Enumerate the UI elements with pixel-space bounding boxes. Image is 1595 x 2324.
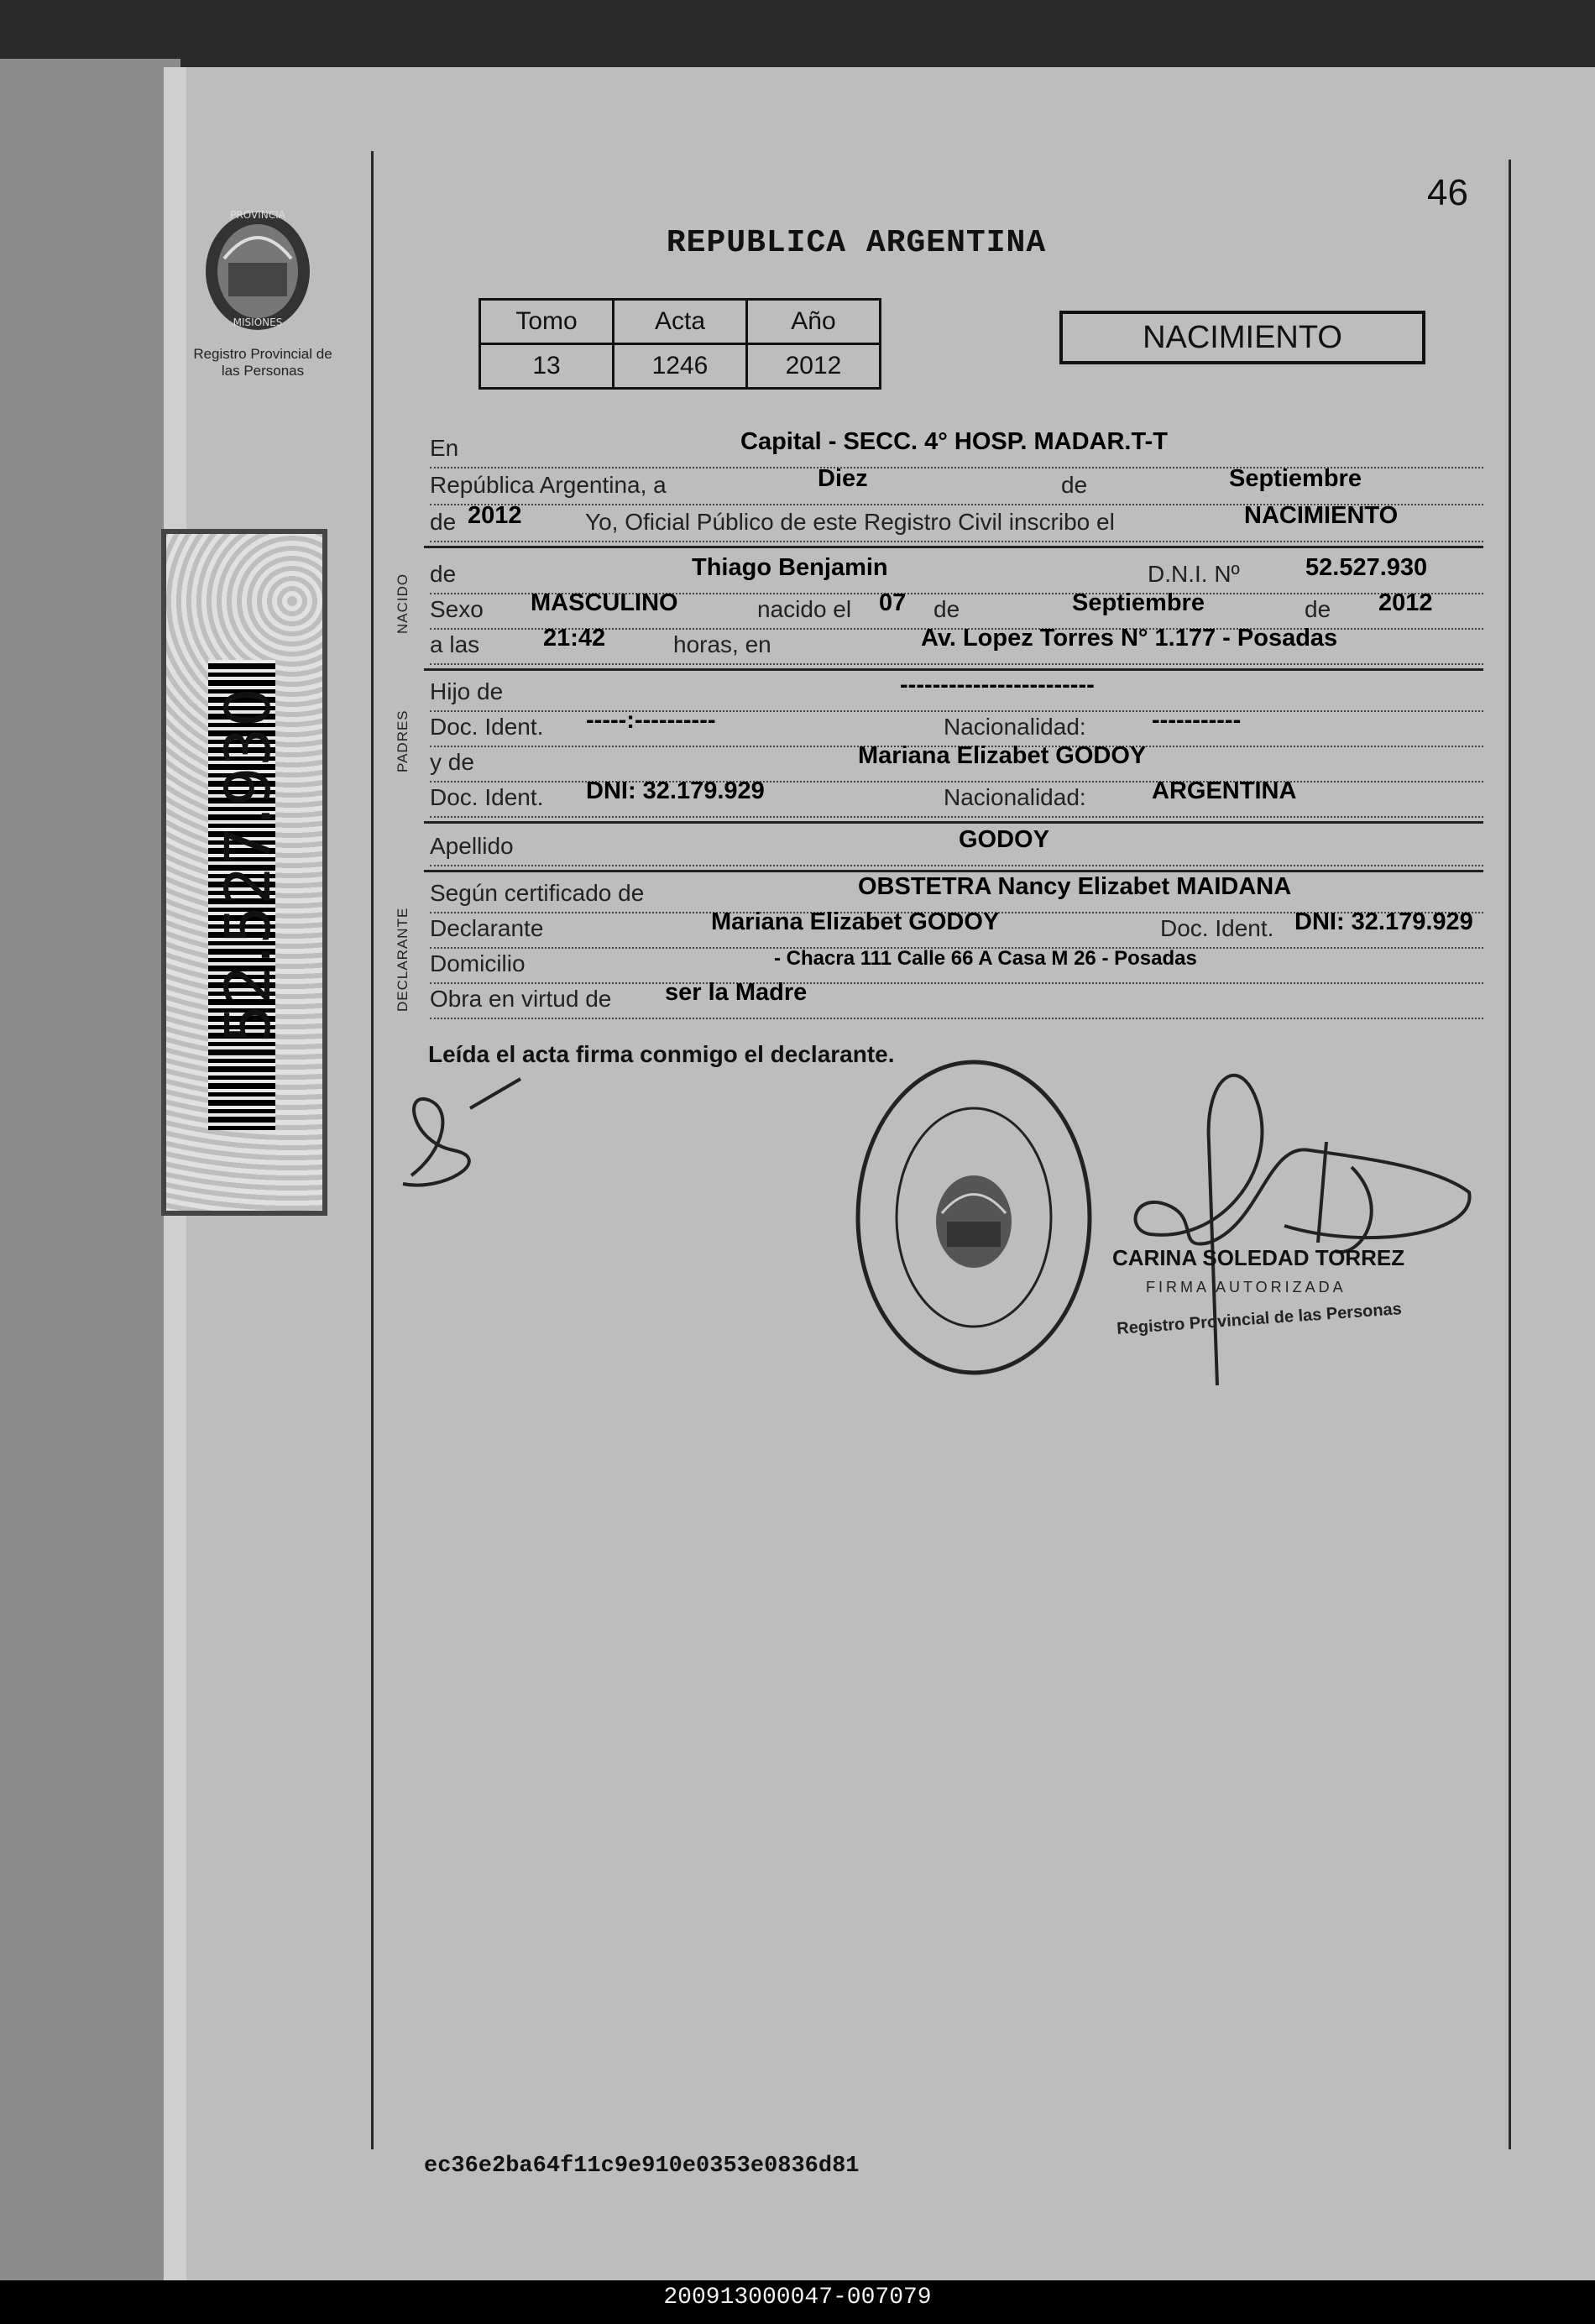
value-domicilio: - Chacra 111 Calle 66 A Casa M 26 - Posadas <box>774 947 1197 970</box>
row-declarante <box>430 908 1483 949</box>
value-dni: 52.527.930 <box>1305 554 1428 581</box>
closing-statement: Leída el acta firma conmigo el declarante. <box>428 1041 895 1067</box>
value-acto: NACIMIENTO <box>1244 502 1399 529</box>
label-de-year: de <box>430 509 457 535</box>
value-doc-madre: DNI: 32.179.929 <box>586 777 765 804</box>
label-de-anio: de <box>1305 596 1331 622</box>
label-obra: Obra en virtud de <box>430 986 612 1012</box>
value-obra: ser la Madre <box>665 979 808 1006</box>
label-de-nombre: de <box>430 561 457 587</box>
sticker-number: 52.527.930 <box>212 688 285 1044</box>
separator <box>424 668 1483 671</box>
label-doc-ident: Doc. Ident. <box>430 714 544 740</box>
left-page <box>0 59 180 2284</box>
registry-label: Registro Provincial de las Personas <box>193 346 332 379</box>
side-label-nacido: NACIDO <box>395 573 411 634</box>
row-fecha <box>430 465 1483 505</box>
label-sexo: Sexo <box>430 596 484 622</box>
value-birth-month: Septiembre <box>1072 589 1205 616</box>
row-domicilio <box>430 949 1483 984</box>
row-obra <box>430 979 1483 1019</box>
value-doc-declarante: DNI: 32.179.929 <box>1294 908 1473 935</box>
row-hora <box>430 625 1483 665</box>
officer-role: FIRMA AUTORIZADA <box>1146 1279 1347 1295</box>
value-declarante: Mariana Elizabet GODOY <box>711 908 1000 935</box>
row-doc-madre <box>430 777 1483 818</box>
value-time: 21:42 <box>543 625 606 652</box>
row-en <box>430 428 1483 468</box>
background-top <box>0 0 1595 67</box>
label-horas: horas, en <box>673 631 771 657</box>
svg-text:MISIONES: MISIONES <box>233 317 283 328</box>
label-oficial: Yo, Oficial Público de este Registro Civil inscribo el <box>585 509 1115 535</box>
header-tomo: Tomo <box>480 300 614 344</box>
document-title: REPUBLICA ARGENTINA <box>666 225 1047 261</box>
value-padre: ------------------------ <box>900 672 1095 699</box>
label-hijo-de: Hijo de <box>430 678 504 704</box>
registry-table <box>478 298 881 390</box>
barcode-sticker <box>161 529 327 1216</box>
document-hash: ec36e2ba64f11c9e910e0353e0836d81 <box>424 2154 860 2179</box>
officer-name: CARINA SOLEDAD TORREZ <box>1112 1245 1405 1270</box>
official-stamp <box>848 1049 1100 1385</box>
value-day: Diez <box>818 465 868 492</box>
value-anio: 2012 <box>747 344 881 389</box>
label-de: de <box>1061 472 1088 498</box>
officer-signature <box>1116 1041 1486 1394</box>
row-inscripcion <box>430 502 1483 542</box>
value-year: 2012 <box>468 502 522 529</box>
value-madre: Mariana Elizabet GODOY <box>858 742 1147 769</box>
value-month: Septiembre <box>1229 465 1362 492</box>
provincial-seal-icon <box>195 200 321 334</box>
margin-line-right <box>1509 160 1511 2149</box>
header-anio: Año <box>747 300 881 344</box>
header-acta: Acta <box>614 300 747 344</box>
officer-organization: Registro Provincial de las Personas <box>1116 1300 1403 1338</box>
value-name: Thiago Benjamin <box>692 554 888 581</box>
value-tomo: 13 <box>480 344 614 389</box>
label-apellido: Apellido <box>430 833 514 859</box>
value-birth-day: 07 <box>879 589 907 616</box>
label-nacido: nacido el <box>757 596 852 622</box>
value-nat-padre: ----------- <box>1152 707 1242 734</box>
label-y-de: y de <box>430 749 474 775</box>
declarant-signature <box>395 1075 546 1192</box>
page-number: 46 <box>1427 172 1468 213</box>
value-certificado: OBSTETRA Nancy Elizabet MAIDANA <box>858 873 1292 900</box>
label-republica: República Argentina, a <box>430 472 667 498</box>
value-acta: 1246 <box>614 344 747 389</box>
side-label-declarante: DECLARANTE <box>395 907 411 1012</box>
separator <box>424 821 1483 824</box>
record-type-box: NACIMIENTO <box>1059 311 1425 364</box>
label-dni: D.N.I. Nº <box>1148 561 1240 587</box>
value-place: Av. Lopez Torres N° 1.177 - Posadas <box>921 625 1338 652</box>
label-doc-ident: Doc. Ident. <box>430 784 544 810</box>
separator <box>424 546 1483 548</box>
label-doc-ident: Doc. Ident. <box>1160 915 1274 941</box>
row-apellido <box>430 826 1483 866</box>
value-en: Capital - SECC. 4° HOSP. MADAR.T-T <box>740 428 1168 455</box>
value-doc-padre: -----:---------- <box>586 707 716 734</box>
label-domicilio: Domicilio <box>430 950 526 976</box>
side-label-padres: PADRES <box>395 709 411 772</box>
svg-text:PROVINCIA: PROVINCIA <box>230 209 285 221</box>
margin-line-left <box>371 151 374 2149</box>
label-declarante: Declarante <box>430 915 544 941</box>
label-de-mes: de <box>933 596 960 622</box>
value-birth-year: 2012 <box>1378 589 1433 616</box>
value-nat-madre: ARGENTINA <box>1152 777 1297 804</box>
value-sex: MASCULINO <box>531 589 678 616</box>
label-nacionalidad: Nacionalidad: <box>944 714 1086 740</box>
label-a-las: a las <box>430 631 480 657</box>
label-nacionalidad: Nacionalidad: <box>944 784 1086 810</box>
label-certificado: Según certificado de <box>430 880 645 906</box>
footer-code: 200913000047-007079 <box>663 2285 932 2311</box>
separator <box>424 870 1483 872</box>
value-apellido: GODOY <box>959 826 1049 853</box>
label-en: En <box>430 435 459 461</box>
